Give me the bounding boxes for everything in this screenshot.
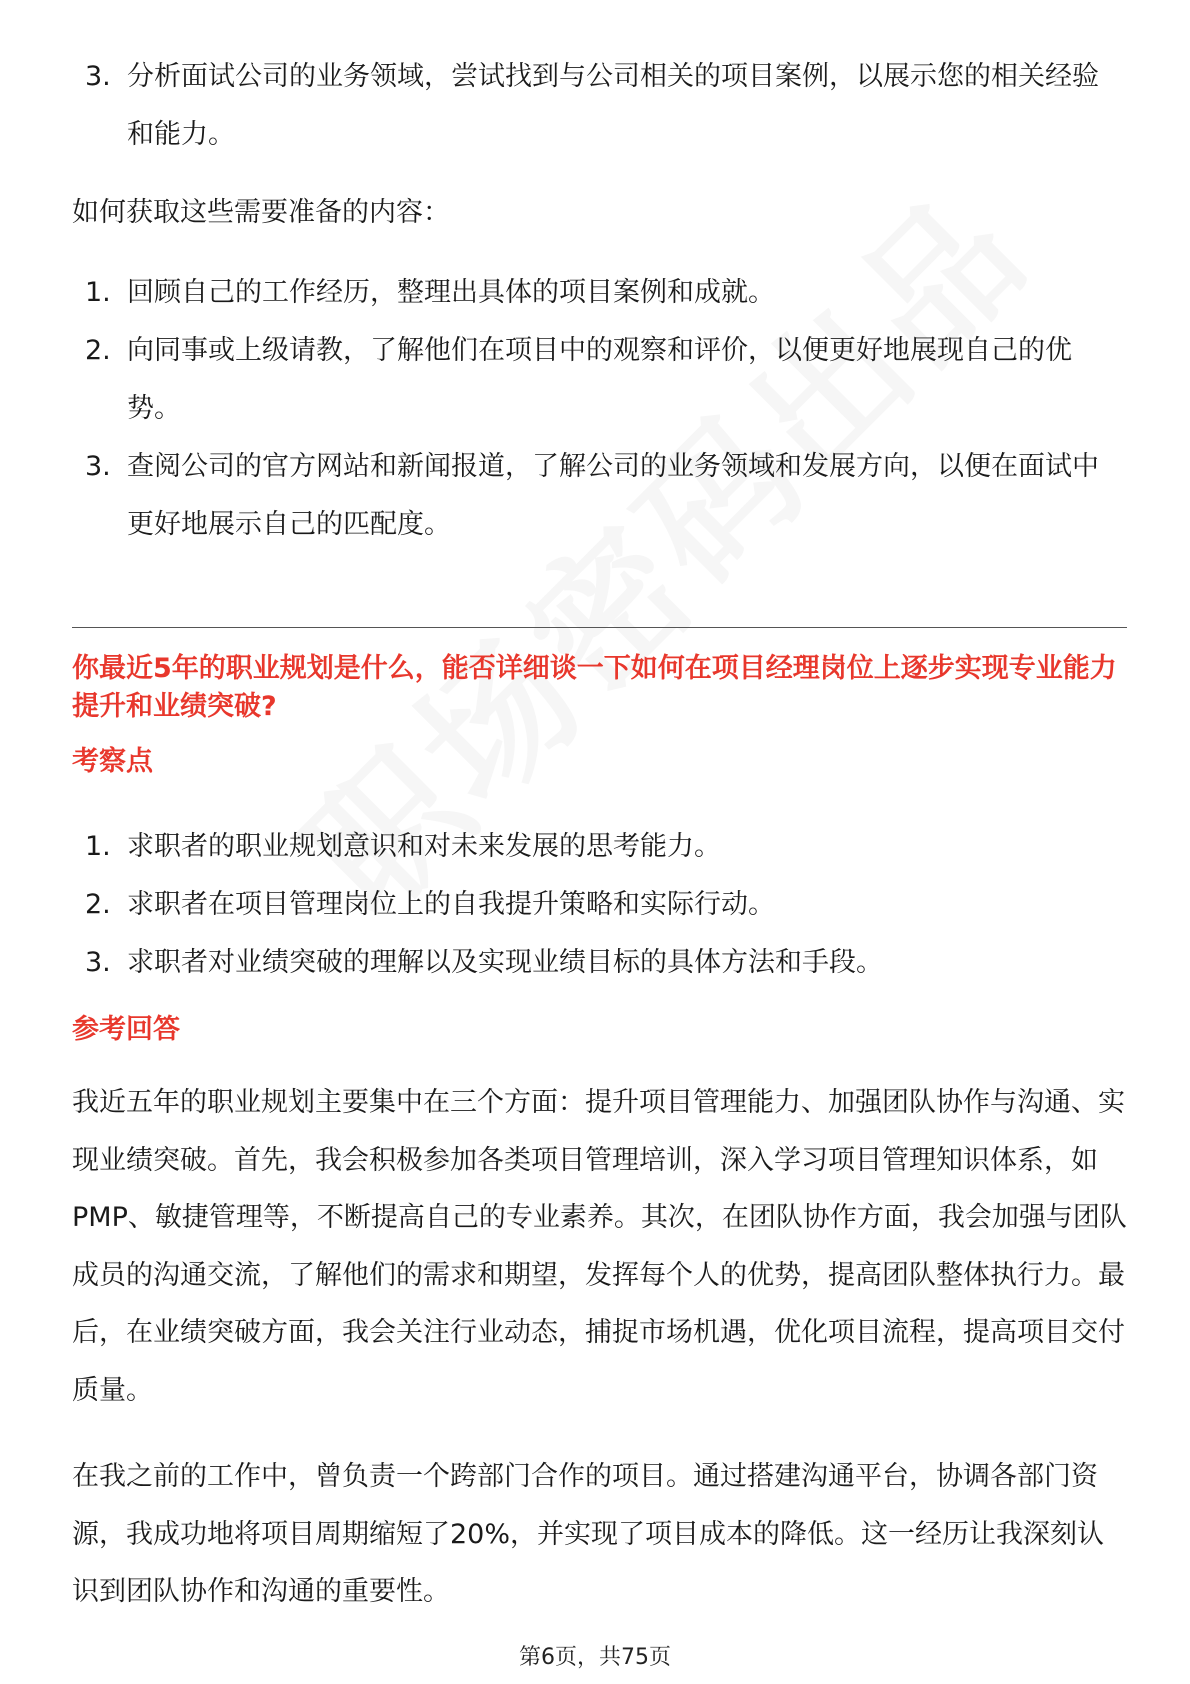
prep-list (85, 264, 1125, 554)
page-footer: 第6页，共75页 (519, 1645, 671, 1670)
list-item-number: 1. (85, 277, 111, 308)
answer-paragraph: 我近五年的职业规划主要集中在三个方面：提升项目管理能力、加强团队协作与沟通、实现业绩突破。首先，我会积极参加各类项目管理培训，深入学习项目管理知识体系，如PMP、敏捷管理等，不断提高自己的专业素养。其次，在团队协作方面，我会加强与团队成员的沟通交流，了解他们的需求和期望，发挥每个人的优势，提高团队整体执行力。最后，在业绩突破方面，我会关注行业动态，捕捉市场机遇，优化项目流程，提高项目交付质量。 (72, 1087, 1127, 1406)
section-divider (72, 627, 1127, 628)
list-item-number: 2. (85, 889, 111, 920)
examine-list (85, 818, 1125, 992)
answer-heading: 参考回答 (72, 1014, 180, 1045)
list-item (85, 264, 1125, 322)
prep-heading: 如何获取这些需要准备的内容： (72, 197, 450, 228)
list-item-number: 1. (85, 831, 111, 862)
list-item-number: 3. (85, 61, 111, 92)
list-item-text: 求职者的职业规划意识和对未来发展的思考能力。 (127, 831, 721, 862)
list-item-text: 求职者对业绩突破的理解以及实现业绩目标的具体方法和手段。 (127, 947, 883, 978)
list-item (85, 934, 1125, 992)
list-item-number: 3. (85, 947, 111, 978)
list-item (85, 818, 1125, 876)
question-title: 你最近5年的职业规划是什么，能否详细谈一下如何在项目经理岗位上逐步实现专业能力提升和业绩突破? (72, 653, 1117, 722)
answer-paragraph: 在我之前的工作中，曾负责一个跨部门合作的项目。通过搭建沟通平台，协调各部门资源，我成功地将项目周期缩短了20%，并实现了项目成本的降低。这一经历让我深刻认识到团队协作和沟通的重要性。 (72, 1461, 1105, 1607)
list-item (85, 48, 1125, 164)
list-item-number: 3. (85, 451, 111, 482)
examine-heading: 考察点 (72, 746, 153, 777)
top-list (85, 48, 1125, 164)
list-item-text: 求职者在项目管理岗位上的自我提升策略和实际行动。 (127, 889, 775, 920)
list-item (85, 322, 1125, 438)
list-item-text: 回顾自己的工作经历，整理出具体的项目案例和成就。 (127, 277, 775, 308)
list-item-text: 分析面试公司的业务领域，尝试找到与公司相关的项目案例，以展示您的相关经验和能力。 (127, 61, 1099, 150)
list-item (85, 438, 1125, 554)
list-item (85, 876, 1125, 934)
list-item-text: 查阅公司的官方网站和新闻报道，了解公司的业务领域和发展方向，以便在面试中更好地展示自己的匹配度。 (127, 451, 1099, 540)
list-item-number: 2. (85, 335, 111, 366)
list-item-text: 向同事或上级请教，了解他们在项目中的观察和评价，以便更好地展现自己的优势。 (127, 335, 1072, 424)
